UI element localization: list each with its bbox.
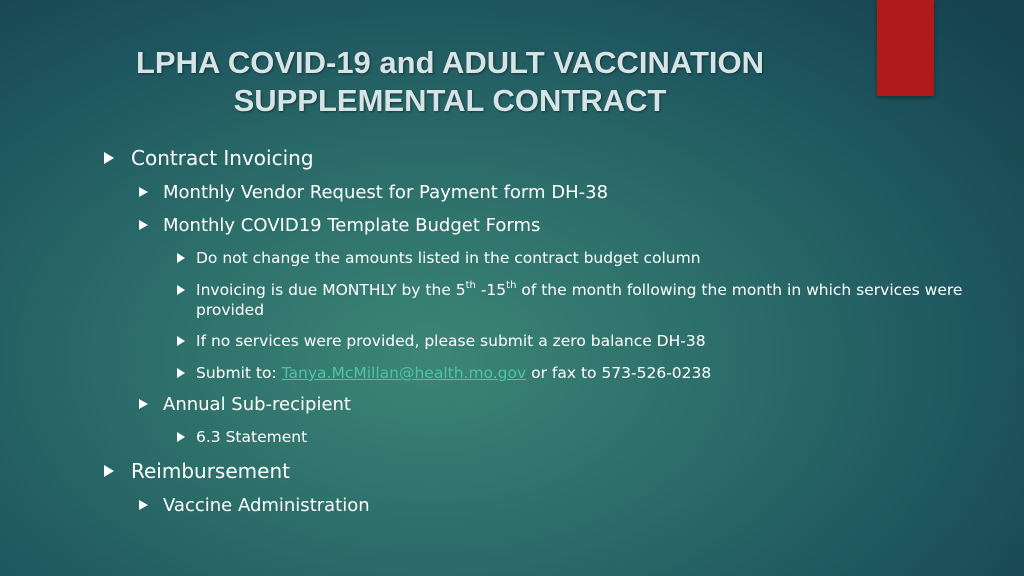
bullet-annual-subrecipient [139,394,351,416]
bullet-budget-forms [139,215,540,237]
bullet-text: Monthly COVID19 Template Budget Forms [163,215,541,236]
bullet-vaccine-admin [139,495,370,517]
email-link[interactable]: Tanya.McMillan@health.mo.gov [281,364,527,382]
invoicing-suffix: of the month following the month in which services were provided [196,281,963,319]
bullet-arrow-icon [104,465,114,477]
accent-tab [877,0,934,96]
bullet-text [196,363,711,383]
sup-th-2: th [506,279,517,291]
bullet-arrow-icon [104,152,114,164]
bullet-text: Vaccine Administration [163,495,370,516]
bullet-text [196,280,977,320]
bullet-text: Contract Invoicing [131,146,314,170]
bullet-arrow-icon [177,285,185,295]
bullet-reimbursement [104,459,290,483]
bullet-zero-balance [177,331,706,351]
bullet-arrow-icon [177,336,185,346]
title-line-2: SUPPLEMENTAL CONTRACT [233,83,667,118]
bullet-do-not-change [177,248,701,268]
submit-suffix: or fax to 573-526-0238 [526,364,712,382]
bullet-text: 6.3 Statement [196,428,308,446]
sup-th-1: th [465,279,476,291]
bullet-arrow-icon [177,432,185,442]
bullet-statement [177,427,307,447]
bullet-text: Monthly Vendor Request for Payment form DH-38 [163,182,609,203]
bullet-text: Do not change the amounts listed in the contract budget column [196,249,701,267]
bullet-submit-to [177,363,711,383]
bullet-vendor-request [139,182,608,204]
title-line-1: LPHA COVID-19 and ADULT VACCINATION [135,45,765,80]
bullet-arrow-icon [139,187,148,197]
bullet-text: If no services were provided, please submit a zero balance DH-38 [196,332,706,350]
bullet-arrow-icon [139,500,148,510]
bullet-arrow-icon [177,368,185,378]
bullet-text: Annual Sub-recipient [163,394,351,415]
bullet-arrow-icon [177,253,185,263]
invoicing-prefix: Invoicing is due MONTHLY by the 5 [196,281,466,299]
bullet-arrow-icon [139,220,148,230]
bullet-arrow-icon [139,399,148,409]
slide-title [86,44,814,120]
bullet-text: Reimbursement [131,459,290,483]
submit-prefix: Submit to: [196,364,282,382]
bullet-invoicing-due [177,280,977,320]
bullet-contract-invoicing [104,146,314,170]
invoicing-middle: -15 [475,281,507,299]
